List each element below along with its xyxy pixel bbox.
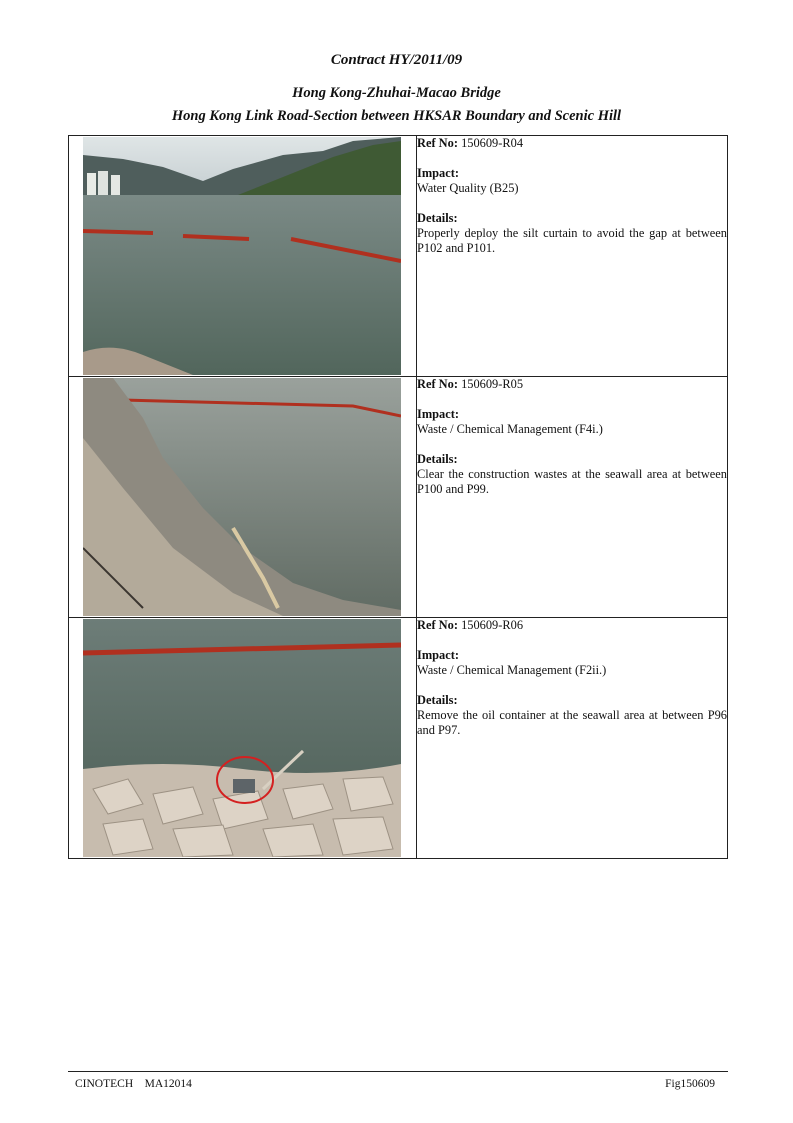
impact-value: Waste / Chemical Management (F2ii.): [417, 663, 607, 677]
impact-label: Impact:: [417, 407, 459, 421]
details-text: Remove the oil container at the seawall area at between P96 and P97.: [417, 708, 727, 737]
finding-row: [69, 377, 728, 618]
details-label: Details:: [417, 693, 458, 707]
photo-cell: [69, 377, 417, 618]
ref-number: 150609-R05: [461, 377, 524, 391]
site-photo-silt-curtain: [83, 137, 401, 375]
findings-table: [68, 135, 728, 859]
ref-number: 150609-R06: [461, 618, 524, 632]
impact-value: Waste / Chemical Management (F4i.): [417, 422, 603, 436]
footer-code: MA12014: [144, 1078, 192, 1090]
ref-number: 150609-R04: [461, 136, 524, 150]
finding-row: [69, 618, 728, 859]
finding-details-cell: [417, 618, 728, 859]
contract-title: Contract HY/2011/09: [330, 52, 463, 68]
section-title: Hong Kong Link Road-Section between HKSAR Boundary and Scenic Hill: [171, 108, 622, 124]
finding-details-cell: [417, 136, 728, 377]
photo-cell: [69, 136, 417, 377]
details-label: Details:: [417, 211, 458, 225]
ref-label: Ref No:: [417, 618, 458, 632]
finding-details-cell: [417, 377, 728, 618]
details-text: Clear the construction wastes at the seawall area at between P100 and P99.: [417, 467, 727, 496]
impact-label: Impact:: [417, 166, 459, 180]
ref-label: Ref No:: [417, 377, 458, 391]
figure-number: Fig150609: [665, 1078, 715, 1090]
finding-row: [69, 136, 728, 377]
details-text: Properly deploy the silt curtain to avoid the gap at between P102 and P101.: [417, 226, 727, 255]
site-photo-seawall-waste: [83, 378, 401, 616]
ref-label: Ref No:: [417, 136, 458, 150]
site-photo-oil-container: [83, 619, 401, 857]
footer-left: [75, 1078, 192, 1090]
details-label: Details:: [417, 452, 458, 466]
impact-label: Impact:: [417, 648, 459, 662]
impact-value: Water Quality (B25): [417, 181, 519, 195]
project-title: Hong Kong-Zhuhai-Macao Bridge: [292, 85, 501, 101]
footer-rule: [68, 1071, 728, 1072]
footer-company: CINOTECH: [75, 1078, 134, 1090]
photo-cell: [69, 618, 417, 859]
